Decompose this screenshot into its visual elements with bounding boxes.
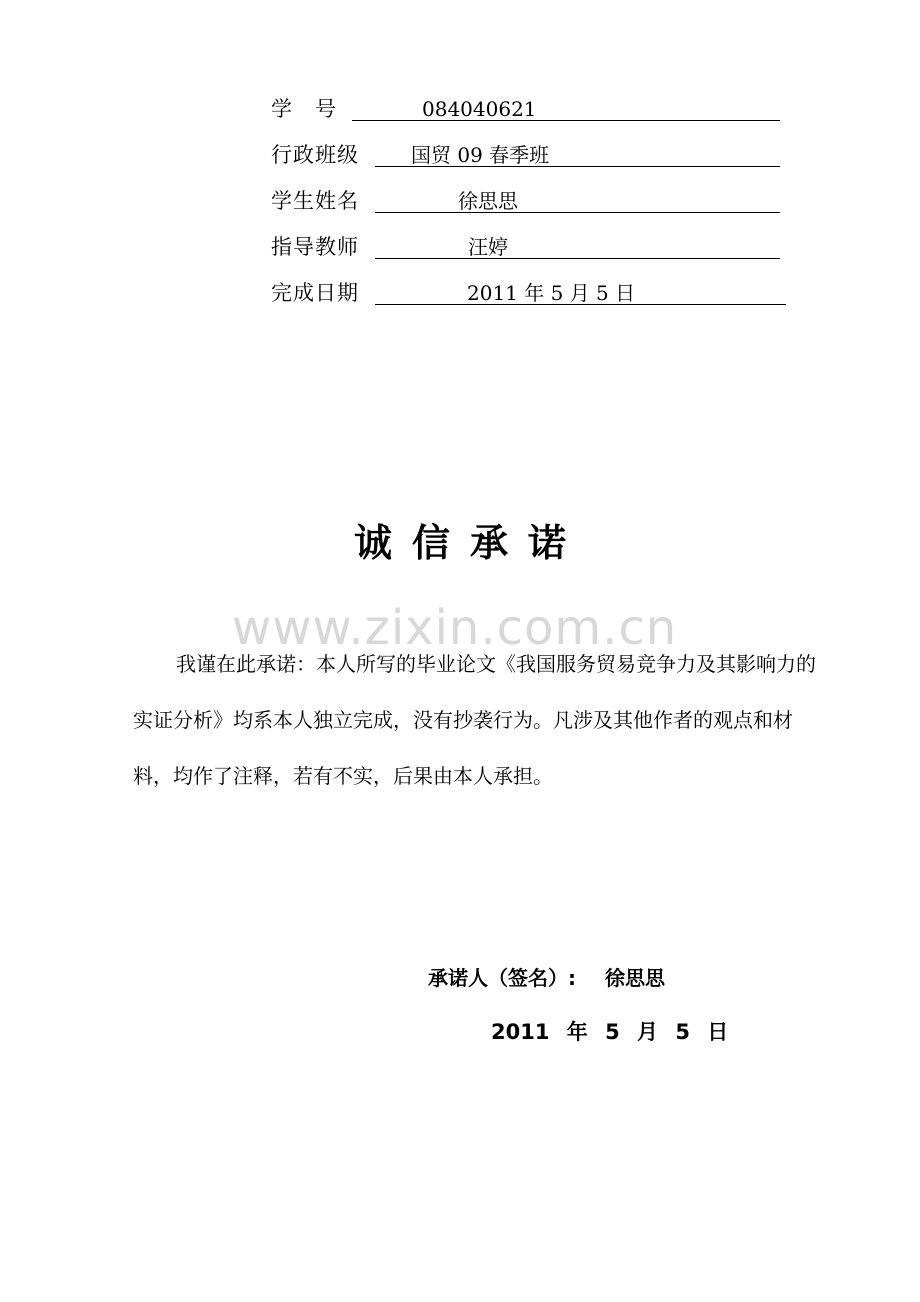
advisor-label: 指导教师 bbox=[271, 235, 359, 259]
class-label: 行政班级 bbox=[271, 143, 359, 167]
promise-section bbox=[133, 636, 829, 804]
info-row-advisor bbox=[271, 232, 781, 262]
advisor-underline bbox=[375, 258, 780, 259]
sign-date-day-unit: 日 bbox=[707, 1020, 729, 1044]
student-id-label: 学 号 bbox=[271, 97, 337, 121]
watermark-text: www.zixin.com.cn bbox=[232, 600, 678, 656]
sign-date-month: 5 bbox=[605, 1020, 620, 1044]
signature-label: 承诺人（签名）: bbox=[428, 966, 576, 990]
promise-paragraph: 我谨在此承诺：本人所写的毕业论文《我国服务贸易竞争力及其影响力的实证分析》均系本人独立完成，没有抄袭行为。凡涉及其他作者的观点和材料，均作了注释，若有不实，后果由本人承担。 bbox=[133, 652, 816, 788]
signature-name: 徐思思 bbox=[604, 966, 665, 990]
sign-date-year-unit: 年 bbox=[566, 1020, 588, 1044]
student-id-underline bbox=[352, 120, 780, 121]
student-id-value: 084040621 bbox=[422, 97, 537, 121]
student-name-underline bbox=[375, 212, 780, 213]
completion-date-label: 完成日期 bbox=[271, 281, 359, 305]
student-name-label: 学生姓名 bbox=[271, 189, 359, 213]
signature-row bbox=[428, 962, 665, 991]
info-row-completion-date bbox=[271, 278, 787, 308]
sign-date-month-unit: 月 bbox=[637, 1020, 659, 1044]
sign-date-day: 5 bbox=[675, 1020, 690, 1044]
signature-date bbox=[491, 1016, 738, 1046]
student-name-value: 徐思思 bbox=[458, 189, 518, 213]
completion-date-value: 2011 年 5 月 5 日 bbox=[467, 281, 636, 305]
info-row-student-name bbox=[271, 186, 781, 216]
advisor-value: 汪婷 bbox=[468, 235, 508, 259]
class-value: 国贸 09 春季班 bbox=[411, 143, 550, 167]
info-row-class bbox=[271, 140, 781, 170]
sign-date-year: 2011 bbox=[491, 1020, 550, 1044]
info-row-student-id bbox=[271, 94, 781, 124]
page-title: 诚信承诺 bbox=[353, 521, 586, 565]
